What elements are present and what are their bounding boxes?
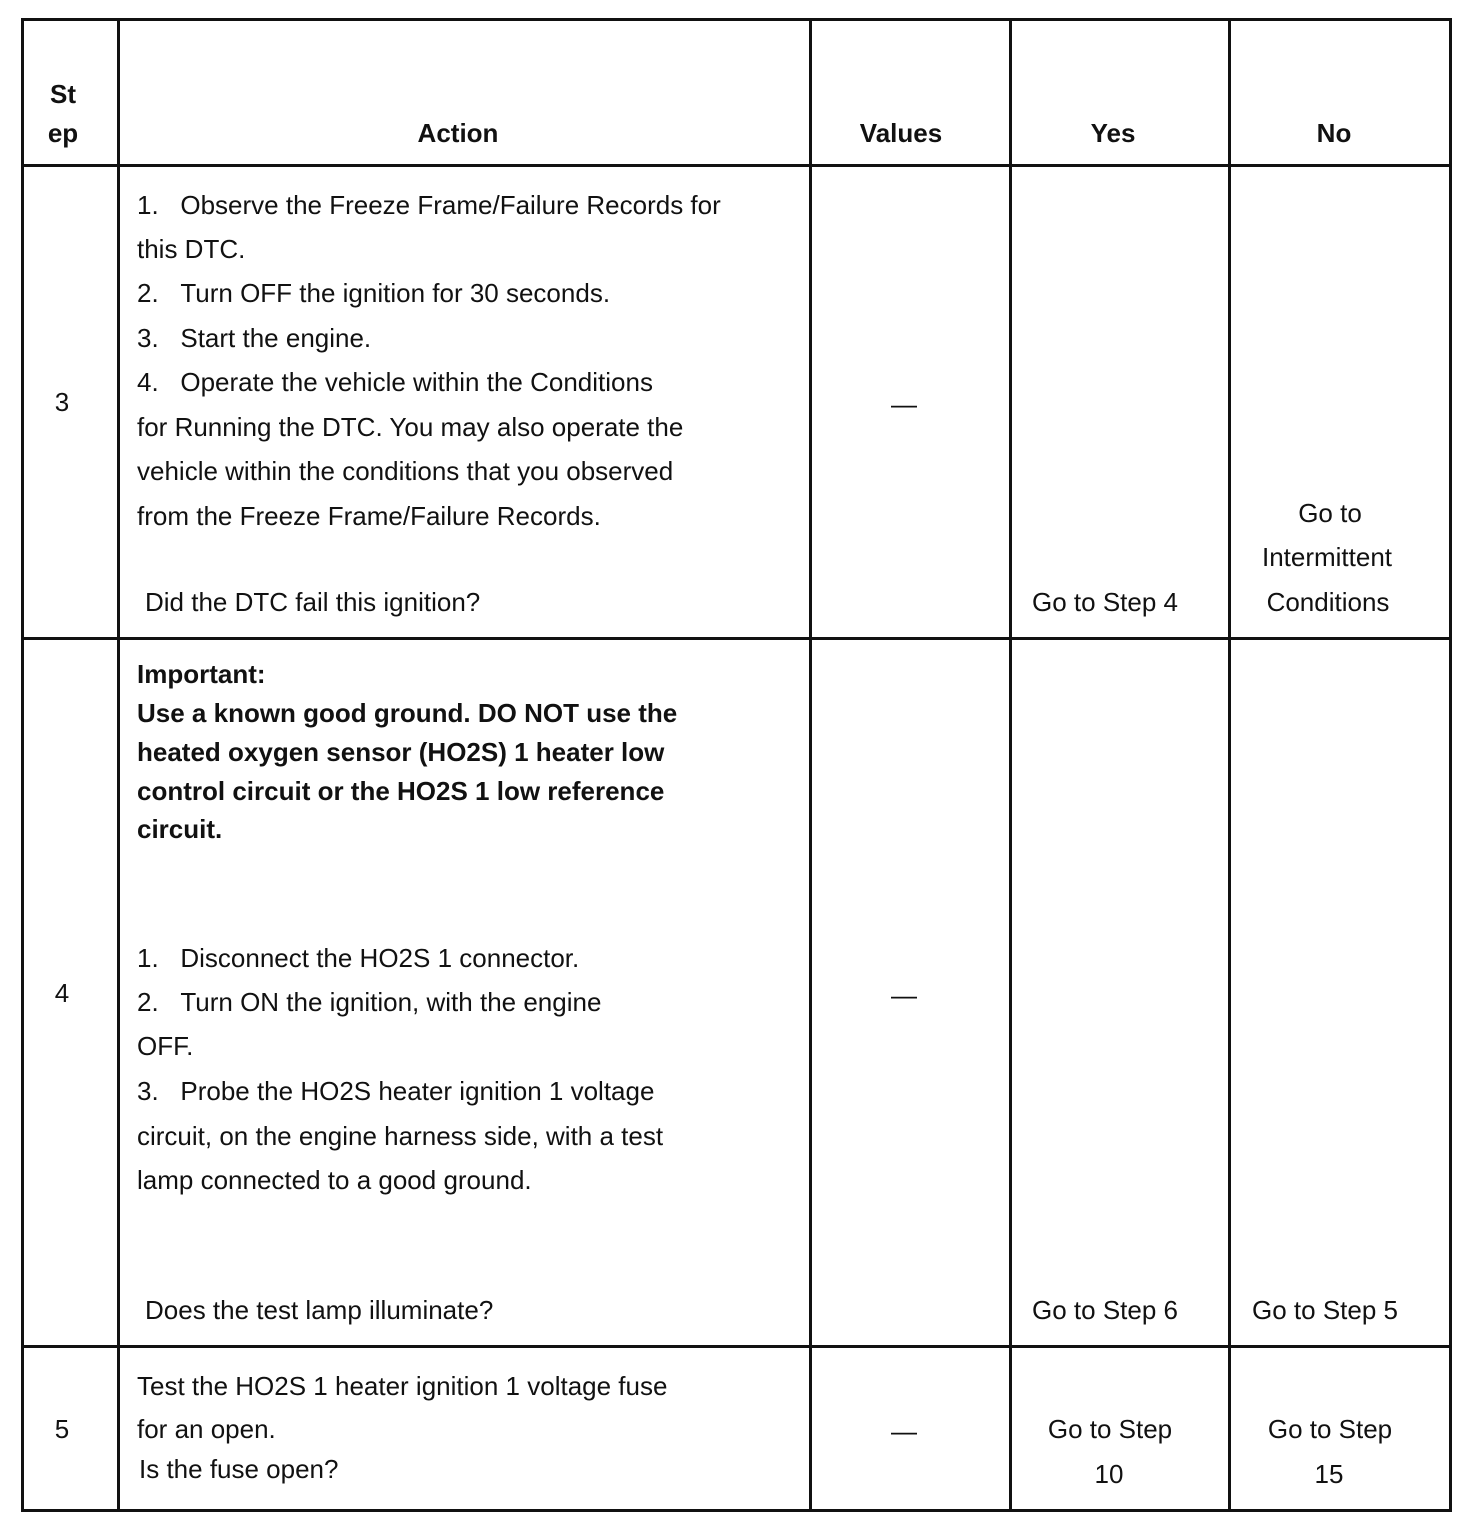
header-values: Values [859, 118, 943, 148]
action-line: 1. Disconnect the HO2S 1 connector. [137, 943, 580, 973]
column-divider [809, 18, 812, 1512]
no-cell-line: Go to [1298, 498, 1362, 528]
action-line: 2. Turn ON the ignition, with the engine [137, 987, 602, 1017]
values-cell: — [891, 980, 917, 1010]
action-line: Test the HO2S 1 heater ignition 1 voltage fuse [137, 1371, 668, 1401]
action-line: 3. Start the engine. [137, 323, 372, 353]
values-cell: — [891, 389, 917, 419]
header-action: Action [417, 118, 499, 148]
table-border-left [21, 18, 24, 1512]
important-label: Important: [137, 659, 266, 689]
action-line: this DTC. [137, 234, 246, 264]
table-border-top [21, 18, 1452, 21]
table-border-bottom [21, 1509, 1452, 1512]
step-number: 3 [54, 387, 70, 417]
action-line: for an open. [137, 1414, 276, 1444]
action-question: Does the test lamp illuminate? [145, 1295, 494, 1325]
table-border-right [1449, 18, 1452, 1512]
important-line: control circuit or the HO2S 1 low reference [137, 776, 665, 806]
action-question: Is the fuse open? [139, 1454, 339, 1484]
action-line: OFF. [137, 1031, 194, 1061]
important-line: circuit. [137, 814, 223, 844]
important-line: heated oxygen sensor (HO2S) 1 heater low [137, 737, 665, 767]
column-divider [1009, 18, 1012, 1512]
no-cell-line: Go to Step [1267, 1414, 1393, 1444]
yes-cell-line: 10 [1094, 1459, 1124, 1489]
row-divider [21, 1345, 1452, 1348]
header-divider [21, 164, 1452, 167]
action-line: vehicle within the conditions that you observed [137, 456, 674, 486]
action-line: circuit, on the engine harness side, with a test [137, 1121, 664, 1151]
values-cell: — [891, 1416, 917, 1446]
header-yes: Yes [1090, 118, 1136, 148]
yes-cell-line: Go to Step [1047, 1414, 1173, 1444]
action-line: 2. Turn OFF the ignition for 30 seconds. [137, 278, 611, 308]
header-no: No [1316, 118, 1352, 148]
action-line: 4. Operate the vehicle within the Conditions [137, 367, 653, 397]
header-step-line-2: ep [47, 118, 79, 148]
no-cell: Go to Step 5 [1252, 1295, 1398, 1325]
yes-cell: Go to Step 6 [1032, 1295, 1178, 1325]
action-line: 3. Probe the HO2S heater ignition 1 voltage [137, 1076, 655, 1106]
step-number: 4 [54, 978, 70, 1008]
column-divider [1228, 18, 1231, 1512]
action-line: lamp connected to a good ground. [137, 1165, 532, 1195]
action-line: from the Freeze Frame/Failure Records. [137, 501, 601, 531]
step-number: 5 [54, 1414, 70, 1444]
action-line: 1. Observe the Freeze Frame/Failure Records for [137, 190, 721, 220]
row-divider [21, 637, 1452, 640]
header-step-line-1: St [50, 79, 76, 109]
action-question: Did the DTC fail this ignition? [145, 587, 481, 617]
no-cell-line: Conditions [1266, 587, 1390, 617]
no-cell-line: Intermittent [1261, 542, 1393, 572]
important-line: Use a known good ground. DO NOT use the [137, 698, 678, 728]
no-cell-line: 15 [1314, 1459, 1344, 1489]
yes-cell: Go to Step 4 [1032, 587, 1178, 617]
column-divider [117, 18, 120, 1512]
action-line: for Running the DTC. You may also operate the [137, 412, 684, 442]
